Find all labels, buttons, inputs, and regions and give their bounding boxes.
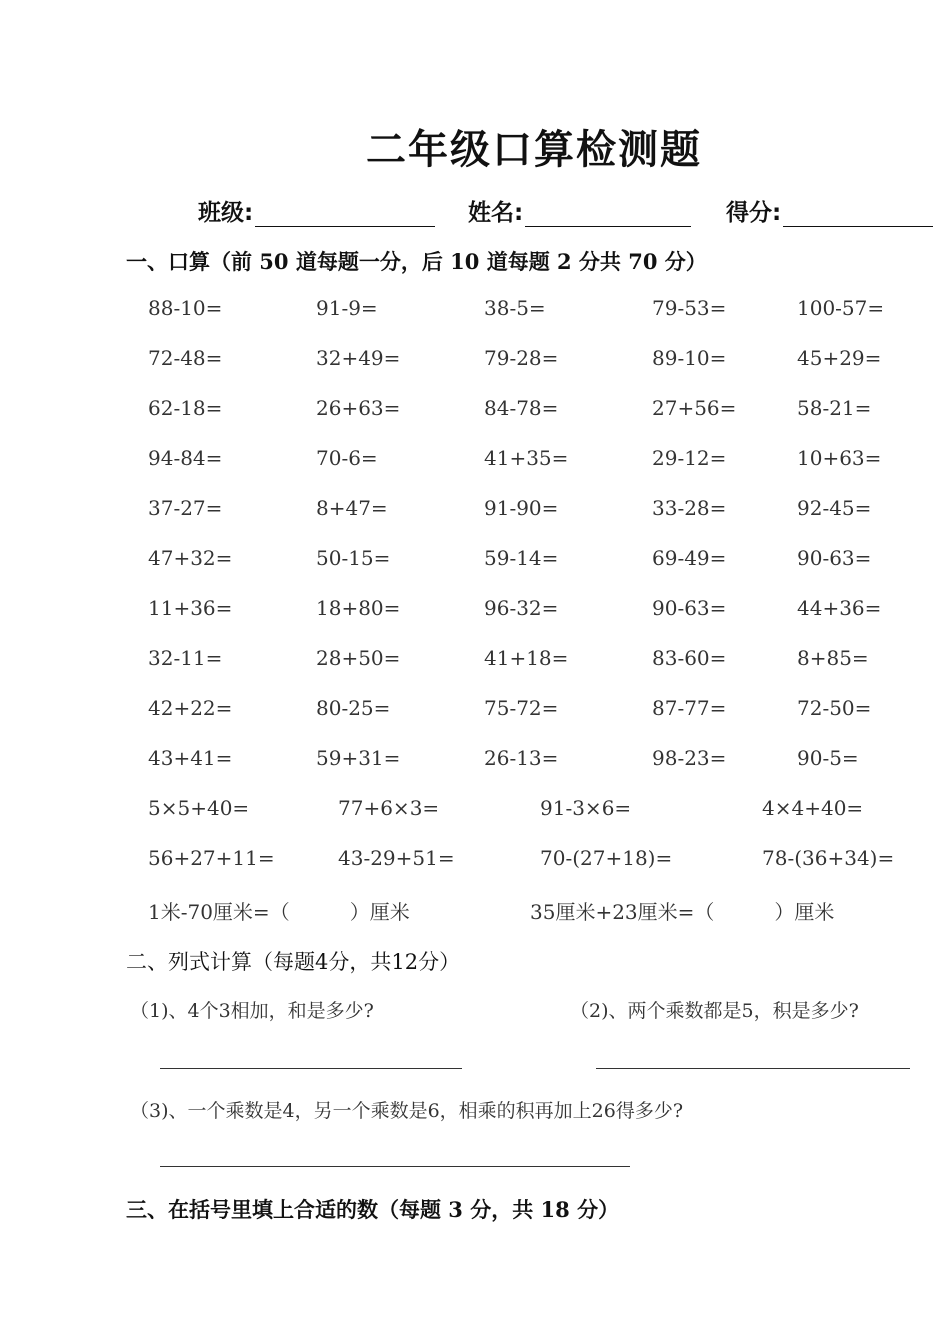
arithmetic-problem: 80-25=: [316, 696, 391, 720]
arithmetic-problem: 69-49=: [652, 546, 727, 570]
unit-problem: 35厘米+23厘米=（ ）厘米: [530, 900, 835, 924]
unit-problem: 1米-70厘米=（ ）厘米: [148, 900, 410, 924]
arithmetic-problem: 26+63=: [316, 396, 401, 420]
arithmetic-problem: 56+27+11=: [148, 846, 275, 870]
score-blank[interactable]: [783, 204, 933, 227]
arithmetic-problem: 91-90=: [484, 496, 559, 520]
answer-line[interactable]: [160, 1068, 462, 1069]
arithmetic-problem: 59-14=: [484, 546, 559, 570]
word-problem: （1)、4个3相加，和是多少?: [130, 1000, 374, 1022]
arithmetic-problem: 91-3×6=: [540, 796, 632, 820]
arithmetic-problem: 77+6×3=: [338, 796, 440, 820]
arithmetic-problem: 27+56=: [652, 396, 737, 420]
arithmetic-problem: 32+49=: [316, 346, 401, 370]
class-blank[interactable]: [255, 204, 435, 227]
name-label: 姓名:: [468, 200, 524, 226]
arithmetic-problem: 83-60=: [652, 646, 727, 670]
word-problem: （2)、两个乘数都是5，积是多少?: [570, 1000, 859, 1022]
arithmetic-problem: 5×5+40=: [148, 796, 250, 820]
arithmetic-problem: 72-50=: [797, 696, 872, 720]
arithmetic-problem: 90-63=: [797, 546, 872, 570]
arithmetic-problem: 100-57=: [797, 296, 885, 320]
arithmetic-problem: 79-53=: [652, 296, 727, 320]
arithmetic-problem: 91-9=: [316, 296, 378, 320]
arithmetic-problem: 32-11=: [148, 646, 223, 670]
arithmetic-problem: 4×4+40=: [762, 796, 864, 820]
arithmetic-problem: 42+22=: [148, 696, 233, 720]
arithmetic-problem: 94-84=: [148, 446, 223, 470]
arithmetic-problem: 90-63=: [652, 596, 727, 620]
arithmetic-problem: 87-77=: [652, 696, 727, 720]
word-problem: （3)、一个乘数是4，另一个乘数是6，相乘的积再加上26得多少?: [130, 1100, 684, 1122]
arithmetic-problem: 72-48=: [148, 346, 223, 370]
arithmetic-problem: 59+31=: [316, 746, 401, 770]
arithmetic-problem: 84-78=: [484, 396, 559, 420]
arithmetic-problem: 11+36=: [148, 596, 233, 620]
arithmetic-problem: 75-72=: [484, 696, 559, 720]
arithmetic-problem: 26-13=: [484, 746, 559, 770]
arithmetic-problem: 50-15=: [316, 546, 391, 570]
arithmetic-problem: 62-18=: [148, 396, 223, 420]
section1-heading: 一、口算（前 50 道每题一分，后 10 道每题 2 分共 70 分）: [126, 249, 707, 274]
arithmetic-problem: 88-10=: [148, 296, 223, 320]
arithmetic-problem: 96-32=: [484, 596, 559, 620]
arithmetic-problem: 18+80=: [316, 596, 401, 620]
score-field: [726, 194, 933, 227]
arithmetic-problem: 58-21=: [797, 396, 872, 420]
arithmetic-problem: 43+41=: [148, 746, 233, 770]
arithmetic-problem: 8+85=: [797, 646, 869, 670]
arithmetic-problem: 44+36=: [797, 596, 882, 620]
arithmetic-problem: 33-28=: [652, 496, 727, 520]
arithmetic-problem: 37-27=: [148, 496, 223, 520]
score-label: 得分:: [726, 200, 782, 226]
arithmetic-problem: 98-23=: [652, 746, 727, 770]
arithmetic-problem: 78-(36+34)=: [762, 846, 895, 870]
arithmetic-problem: 41+35=: [484, 446, 569, 470]
arithmetic-problem: 38-5=: [484, 296, 546, 320]
name-blank[interactable]: [525, 204, 691, 227]
page-title: 二年级口算检测题: [366, 127, 702, 173]
arithmetic-problem: 89-10=: [652, 346, 727, 370]
section3-heading: 三、在括号里填上合适的数（每题 3 分，共 18 分）: [126, 1197, 620, 1222]
arithmetic-problem: 28+50=: [316, 646, 401, 670]
arithmetic-problem: 92-45=: [797, 496, 872, 520]
arithmetic-problem: 47+32=: [148, 546, 233, 570]
class-label: 班级:: [198, 200, 254, 226]
arithmetic-problem: 43-29+51=: [338, 846, 455, 870]
arithmetic-problem: 45+29=: [797, 346, 882, 370]
answer-line[interactable]: [596, 1068, 910, 1069]
arithmetic-problem: 70-(27+18)=: [540, 846, 673, 870]
arithmetic-problem: 29-12=: [652, 446, 727, 470]
answer-line[interactable]: [160, 1166, 630, 1167]
arithmetic-problem: 90-5=: [797, 746, 859, 770]
arithmetic-problem: 79-28=: [484, 346, 559, 370]
section2-heading: 二、列式计算（每题4分，共12分）: [126, 950, 461, 974]
name-field: [468, 194, 691, 227]
arithmetic-problem: 70-6=: [316, 446, 378, 470]
arithmetic-problem: 8+47=: [316, 496, 388, 520]
arithmetic-problem: 10+63=: [797, 446, 882, 470]
arithmetic-problem: 41+18=: [484, 646, 569, 670]
class-field: [198, 194, 435, 227]
